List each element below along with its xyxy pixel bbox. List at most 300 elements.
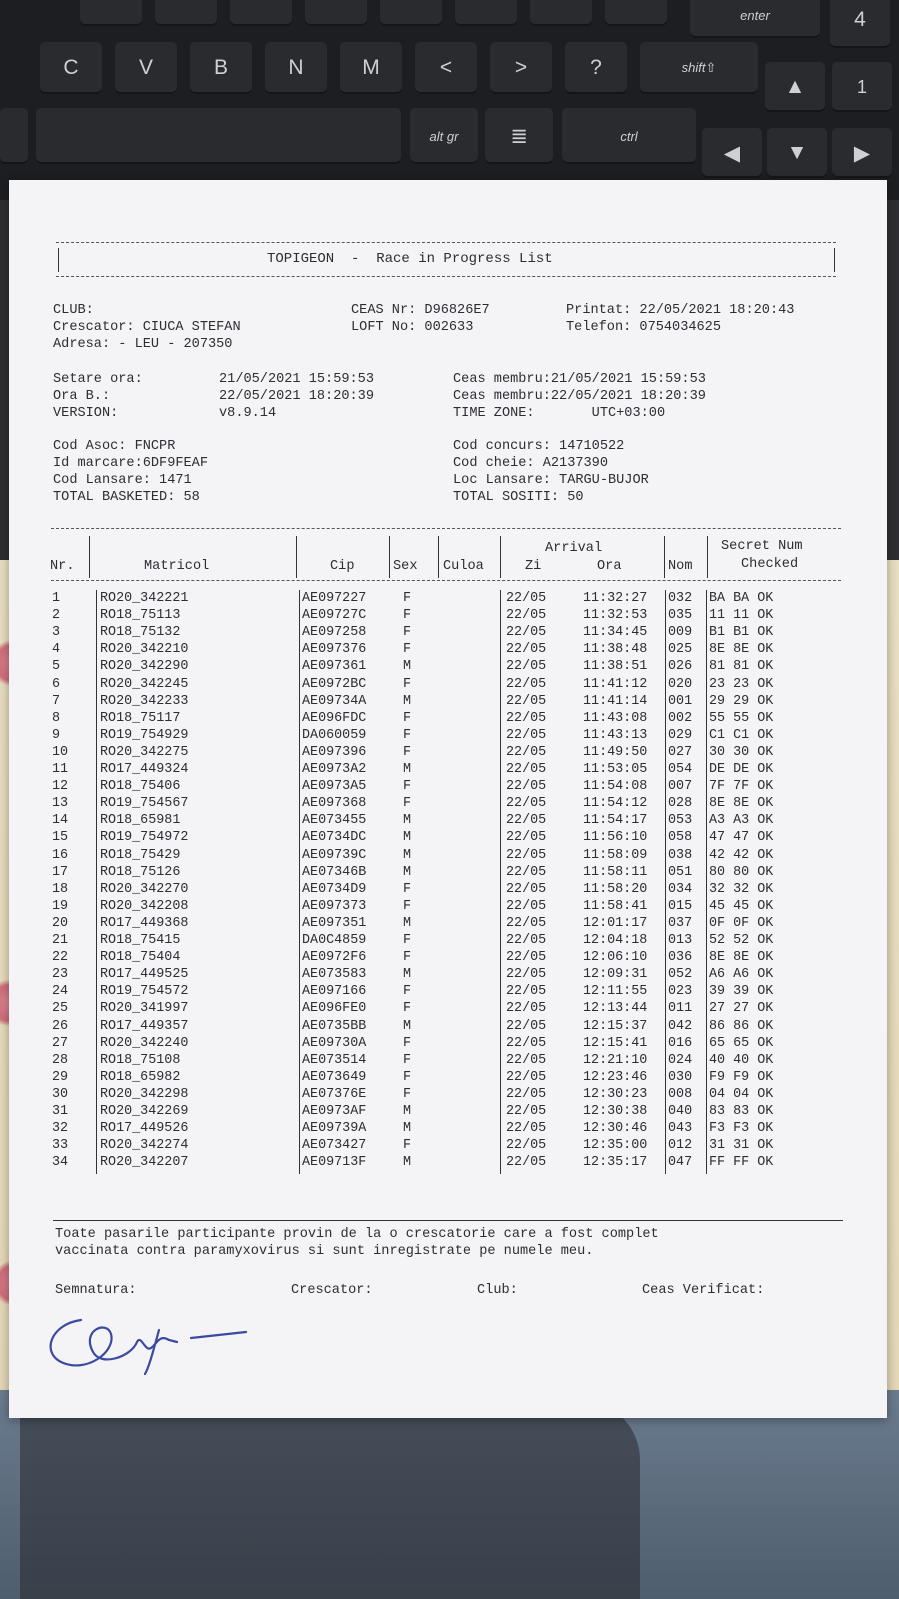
row-nr: 7 <box>52 693 61 709</box>
row-secret-checked: FF FF OK <box>709 1155 774 1171</box>
row-cip: AE073649 <box>302 1069 367 1085</box>
row-cip: AE09739C <box>302 847 367 863</box>
table-row <box>9 1137 887 1154</box>
printat: Printat: 22/05/2021 18:20:43 <box>566 303 795 318</box>
row-nom: 028 <box>668 796 693 812</box>
row-secret-checked: 86 86 OK <box>709 1018 774 1034</box>
ora-b-label: Ora B.: <box>53 389 111 404</box>
key-c: C <box>40 42 102 94</box>
row-secret-checked: F9 F9 OK <box>709 1069 774 1085</box>
row-nr: 31 <box>52 1104 69 1119</box>
key-shift: shift⇧ <box>640 42 758 94</box>
table-row <box>9 658 887 675</box>
row-sex: F <box>403 710 412 726</box>
ceas-verificat-label: Ceas Verificat: <box>642 1283 765 1298</box>
row-cip: DA060059 <box>302 727 367 743</box>
row-cip: AE07376E <box>302 1086 367 1102</box>
row-nom: 007 <box>668 779 693 795</box>
column-divider <box>707 536 708 578</box>
row-ora: 12:30:38 <box>583 1104 648 1119</box>
row-sex: F <box>403 1035 412 1051</box>
arrow-up-key: ▲ <box>765 62 825 112</box>
row-secret-checked: 52 52 OK <box>709 933 774 948</box>
row-sex: M <box>403 1018 412 1034</box>
row-zi: 22/05 <box>506 830 547 846</box>
club-label: CLUB: <box>53 303 94 318</box>
row-matricol: RO20_342210 <box>100 642 189 658</box>
row-nom: 001 <box>668 693 693 709</box>
row-secret-checked: B1 B1 OK <box>709 625 774 641</box>
crescator-info: Crescator: CIUCA STEFAN <box>53 320 241 335</box>
arrow-down-key: ▼ <box>767 128 827 178</box>
table-row <box>9 1069 887 1086</box>
row-cip: AE096FDC <box>302 710 367 726</box>
table-row <box>9 1120 887 1137</box>
table-row <box>9 744 887 761</box>
row-sex: F <box>403 950 412 966</box>
row-nom: 029 <box>668 727 693 743</box>
row-ora: 12:11:55 <box>583 984 648 1000</box>
row-secret-checked: C1 C1 OK <box>709 727 774 743</box>
row-nom: 058 <box>668 830 693 846</box>
loc-lansare: Loc Lansare: TARGU-BUJOR <box>453 473 649 488</box>
key-enter: enter <box>690 0 820 38</box>
row-secret-checked: A6 A6 OK <box>709 967 774 983</box>
row-nr: 16 <box>52 847 69 863</box>
table-row <box>9 915 887 932</box>
cod-lansare: Cod Lansare: 1471 <box>53 473 192 488</box>
row-matricol: RO20_342233 <box>100 693 189 709</box>
row-cip: AE0973AF <box>302 1104 367 1119</box>
row-nom: 047 <box>668 1155 693 1171</box>
row-secret-checked: BA BA OK <box>709 591 774 606</box>
row-matricol: RO18_75406 <box>100 779 181 795</box>
row-sex: M <box>403 1155 412 1171</box>
row-sex: F <box>403 1052 412 1068</box>
title-rule-top <box>56 242 836 243</box>
row-cip: AE073455 <box>302 813 367 829</box>
row-cip: AE097396 <box>302 744 367 760</box>
row-nr: 26 <box>52 1018 69 1034</box>
row-nr: 9 <box>52 727 61 743</box>
row-nom: 025 <box>668 642 693 658</box>
key-slash: ? <box>565 42 627 94</box>
row-cip: AE07346B <box>302 864 367 880</box>
title-rule-bottom <box>56 276 836 277</box>
row-sex: M <box>403 659 412 675</box>
row-secret-checked: DE DE OK <box>709 762 774 777</box>
row-cip: AE09730A <box>302 1035 367 1051</box>
row-sex: F <box>403 984 412 1000</box>
table-row <box>9 607 887 624</box>
key-top-6 <box>455 0 517 26</box>
row-ora: 11:58:11 <box>583 864 648 880</box>
row-ora: 12:21:10 <box>583 1052 648 1068</box>
row-secret-checked: 27 27 OK <box>709 1001 774 1017</box>
row-matricol: RO20_342240 <box>100 1035 189 1051</box>
row-matricol: RO20_342290 <box>100 659 189 675</box>
menu-key-icon: ≣ <box>485 108 553 164</box>
row-matricol: RO20_342207 <box>100 1155 189 1171</box>
row-ora: 11:49:50 <box>583 744 648 760</box>
table-row <box>9 881 887 898</box>
row-matricol: RO18_75429 <box>100 847 181 863</box>
row-cip: AE073514 <box>302 1052 367 1068</box>
row-nom: 051 <box>668 864 693 880</box>
row-zi: 22/05 <box>506 676 547 692</box>
row-nr: 25 <box>52 1001 69 1017</box>
row-cip: AE0973A2 <box>302 762 367 777</box>
table-row <box>9 693 887 710</box>
row-nr: 22 <box>52 950 69 966</box>
row-nom: 040 <box>668 1104 693 1119</box>
row-secret-checked: 55 55 OK <box>709 710 774 726</box>
telefon: Telefon: 0754034625 <box>566 320 721 335</box>
adresa-info: Adresa: - LEU - 207350 <box>53 337 233 352</box>
table-row <box>9 847 887 864</box>
col-header-arrival: Arrival <box>545 541 603 556</box>
row-nom: 036 <box>668 950 693 966</box>
row-zi: 22/05 <box>506 642 547 658</box>
row-secret-checked: 83 83 OK <box>709 1104 774 1119</box>
col-header-zi: Zi <box>525 559 542 574</box>
row-matricol: RO17_449526 <box>100 1121 189 1137</box>
table-row <box>9 710 887 727</box>
key-left-edge <box>0 108 28 164</box>
row-cip: AE0973A5 <box>302 779 367 795</box>
row-zi: 22/05 <box>506 967 547 983</box>
row-nr: 13 <box>52 796 69 812</box>
row-matricol: RO19_754972 <box>100 830 189 846</box>
laptop-keyboard <box>0 0 899 200</box>
row-ora: 11:54:08 <box>583 779 648 795</box>
key-top-2 <box>155 0 217 26</box>
row-zi: 22/05 <box>506 1001 547 1017</box>
row-ora: 12:13:44 <box>583 1001 648 1017</box>
crescator-sign-label: Crescator: <box>291 1283 373 1298</box>
ceas-membru-2: Ceas membru:22/05/2021 18:20:39 <box>453 389 706 404</box>
key-period: > <box>490 42 552 94</box>
row-secret-checked: 42 42 OK <box>709 847 774 863</box>
row-ora: 12:30:46 <box>583 1121 648 1137</box>
row-ora: 12:15:41 <box>583 1035 648 1051</box>
row-nr: 17 <box>52 864 69 880</box>
table-row <box>9 829 887 846</box>
row-zi: 22/05 <box>506 984 547 1000</box>
column-divider <box>296 536 297 578</box>
ceas-nr: CEAS Nr: D96826E7 <box>351 303 490 318</box>
row-secret-checked: 65 65 OK <box>709 1035 774 1051</box>
ceas-membru-1: Ceas membru:21/05/2021 15:59:53 <box>453 372 706 387</box>
row-nom: 026 <box>668 659 693 675</box>
row-nr: 27 <box>52 1035 69 1051</box>
row-nom: 024 <box>668 1052 693 1068</box>
key-top-4 <box>305 0 367 26</box>
row-secret-checked: 29 29 OK <box>709 693 774 709</box>
row-secret-checked: 8E 8E OK <box>709 642 774 658</box>
row-cip: AE0734DC <box>302 830 367 846</box>
row-secret-checked: 80 80 OK <box>709 864 774 880</box>
row-matricol: RO18_75132 <box>100 625 181 641</box>
row-secret-checked: 81 81 OK <box>709 659 774 675</box>
col-header-cip: Cip <box>330 559 355 574</box>
col-header-matricol: Matricol <box>144 559 210 574</box>
row-ora: 11:53:05 <box>583 762 648 777</box>
row-zi: 22/05 <box>506 915 547 931</box>
row-nr: 33 <box>52 1138 69 1154</box>
footer-rule <box>53 1220 843 1221</box>
row-sex: F <box>403 1086 412 1102</box>
row-ora: 11:43:13 <box>583 727 648 743</box>
club-sign-label: Club: <box>477 1283 518 1298</box>
row-nr: 12 <box>52 779 69 795</box>
table-row <box>9 641 887 658</box>
row-nom: 030 <box>668 1069 693 1085</box>
row-nr: 24 <box>52 984 69 1000</box>
row-ora: 12:23:46 <box>583 1069 648 1085</box>
row-zi: 22/05 <box>506 710 547 726</box>
col-header-secret-num: Secret Num <box>721 539 803 554</box>
row-sex: F <box>403 796 412 812</box>
row-nom: 008 <box>668 1086 693 1102</box>
col-header-ora: Ora <box>597 559 622 574</box>
row-cip: AE073583 <box>302 967 367 983</box>
row-zi: 22/05 <box>506 847 547 863</box>
row-nr: 4 <box>52 642 61 658</box>
row-sex: M <box>403 847 412 863</box>
key-top-1 <box>80 0 142 26</box>
row-zi: 22/05 <box>506 1104 547 1119</box>
row-secret-checked: 8E 8E OK <box>709 796 774 812</box>
row-nr: 1 <box>52 591 61 606</box>
setare-ora-label: Setare ora: <box>53 372 143 387</box>
row-ora: 12:06:10 <box>583 950 648 966</box>
footer-declaration-line-1: Toate pasarile participante provin de la o crescatorie care a fost complet <box>55 1227 659 1242</box>
row-cip: AE0972BC <box>302 676 367 692</box>
row-matricol: RO17_449357 <box>100 1018 189 1034</box>
row-secret-checked: 0F 0F OK <box>709 915 774 931</box>
arrow-left-key: ◀ <box>702 128 762 178</box>
row-matricol: RO18_65981 <box>100 813 181 829</box>
table-row <box>9 1103 887 1120</box>
row-ora: 12:35:00 <box>583 1138 648 1154</box>
row-nr: 28 <box>52 1052 69 1068</box>
row-zi: 22/05 <box>506 813 547 829</box>
title-border-right <box>834 248 835 272</box>
row-sex: F <box>403 744 412 760</box>
row-ora: 11:41:14 <box>583 693 648 709</box>
col-header-culoa: Culoa <box>443 559 484 574</box>
row-cip: AE073427 <box>302 1138 367 1154</box>
col-header-sex: Sex <box>393 559 418 574</box>
row-ora: 11:58:41 <box>583 898 648 914</box>
row-cip: AE09739A <box>302 1121 367 1137</box>
handwritten-signature <box>41 1312 251 1382</box>
row-secret-checked: F3 F3 OK <box>709 1121 774 1137</box>
key-top-7 <box>530 0 592 26</box>
row-zi: 22/05 <box>506 898 547 914</box>
version-value: v8.9.14 <box>219 406 277 421</box>
row-ora: 12:01:17 <box>583 915 648 931</box>
row-secret-checked: 04 04 OK <box>709 1086 774 1102</box>
row-secret-checked: 30 30 OK <box>709 744 774 760</box>
row-cip: AE09734A <box>302 693 367 709</box>
row-matricol: RO20_342274 <box>100 1138 189 1154</box>
printed-report <box>9 180 887 1418</box>
cod-asoc: Cod Asoc: FNCPR <box>53 439 176 454</box>
row-ora: 11:32:27 <box>583 591 648 606</box>
table-row <box>9 676 887 693</box>
row-nom: 053 <box>668 813 693 829</box>
row-matricol: RO19_754572 <box>100 984 189 1000</box>
table-row <box>9 590 887 607</box>
row-zi: 22/05 <box>506 659 547 675</box>
key-top-3 <box>230 0 292 26</box>
row-matricol: RO18_75108 <box>100 1052 181 1068</box>
row-matricol: RO20_342208 <box>100 898 189 914</box>
row-zi: 22/05 <box>506 864 547 880</box>
col-header-checked: Checked <box>741 557 799 572</box>
row-nom: 032 <box>668 591 693 606</box>
row-cip: AE0735BB <box>302 1018 367 1034</box>
row-nr: 21 <box>52 933 69 948</box>
row-matricol: RO17_449368 <box>100 915 189 931</box>
key-b: B <box>190 42 252 94</box>
row-secret-checked: 8E 8E OK <box>709 950 774 966</box>
row-sex: F <box>403 898 412 914</box>
key-ctrl: ctrl <box>562 108 696 164</box>
row-nom: 034 <box>668 881 693 897</box>
col-header-nom: Nom <box>668 559 693 574</box>
row-matricol: RO18_75404 <box>100 950 181 966</box>
row-zi: 22/05 <box>506 1018 547 1034</box>
table-row <box>9 727 887 744</box>
row-sex: M <box>403 967 412 983</box>
row-sex: F <box>403 1069 412 1085</box>
table-row <box>9 949 887 966</box>
column-divider <box>89 536 90 578</box>
row-ora: 12:15:37 <box>583 1018 648 1034</box>
row-nr: 2 <box>52 608 61 624</box>
row-cip: AE0972F6 <box>302 950 367 966</box>
row-nr: 30 <box>52 1086 69 1102</box>
row-matricol: RO20_342245 <box>100 676 189 692</box>
row-nr: 23 <box>52 967 69 983</box>
table-row <box>9 624 887 641</box>
row-nr: 5 <box>52 659 61 675</box>
row-zi: 22/05 <box>506 762 547 777</box>
row-nom: 015 <box>668 898 693 914</box>
row-zi: 22/05 <box>506 1138 547 1154</box>
total-basketed: TOTAL BASKETED: 58 <box>53 490 200 505</box>
row-cip: AE097376 <box>302 642 367 658</box>
row-nom: 023 <box>668 984 693 1000</box>
row-nom: 002 <box>668 710 693 726</box>
row-nom: 043 <box>668 1121 693 1137</box>
row-ora: 11:56:10 <box>583 830 648 846</box>
row-sex: F <box>403 881 412 897</box>
row-nr: 8 <box>52 710 61 726</box>
row-cip: AE097351 <box>302 915 367 931</box>
row-secret-checked: 47 47 OK <box>709 830 774 846</box>
row-sex: F <box>403 642 412 658</box>
row-cip: AE097373 <box>302 898 367 914</box>
row-nr: 18 <box>52 881 69 897</box>
row-nr: 3 <box>52 625 61 641</box>
total-sositi: TOTAL SOSITI: 50 <box>453 490 584 505</box>
row-cip: AE097258 <box>302 625 367 641</box>
row-zi: 22/05 <box>506 625 547 641</box>
key-alt-gr: alt gr <box>410 108 478 164</box>
row-zi: 22/05 <box>506 1121 547 1137</box>
arrow-right-key: ▶ <box>832 128 892 178</box>
row-cip: AE097368 <box>302 796 367 812</box>
table-row <box>9 932 887 949</box>
key-v: V <box>115 42 177 94</box>
row-matricol: RO18_75126 <box>100 864 181 880</box>
row-nom: 037 <box>668 915 693 931</box>
row-nom: 054 <box>668 762 693 777</box>
row-nr: 19 <box>52 898 69 914</box>
row-matricol: RO19_754929 <box>100 727 189 743</box>
footer-declaration-line-2: vaccinata contra paramyxovirus si sunt inregistrate pe numele meu. <box>55 1244 594 1259</box>
row-cip: AE097227 <box>302 591 367 606</box>
table-row <box>9 1052 887 1069</box>
row-matricol: RO20_342270 <box>100 881 189 897</box>
row-nr: 29 <box>52 1069 69 1085</box>
row-zi: 22/05 <box>506 608 547 624</box>
time-zone: TIME ZONE: UTC+03:00 <box>453 406 666 421</box>
row-sex: F <box>403 625 412 641</box>
row-ora: 11:34:45 <box>583 625 648 641</box>
row-matricol: RO17_449525 <box>100 967 189 983</box>
row-secret-checked: 11 11 OK <box>709 608 774 624</box>
row-nr: 34 <box>52 1155 69 1171</box>
row-sex: M <box>403 762 412 777</box>
key-comma: < <box>415 42 477 94</box>
row-cip: AE096FE0 <box>302 1001 367 1017</box>
row-nom: 027 <box>668 744 693 760</box>
row-nr: 11 <box>52 762 69 777</box>
table-row <box>9 966 887 983</box>
cod-cheie: Cod cheie: A2137390 <box>453 456 608 471</box>
row-secret-checked: 32 32 OK <box>709 881 774 897</box>
column-divider <box>438 536 439 578</box>
row-ora: 11:58:20 <box>583 881 648 897</box>
row-nom: 016 <box>668 1035 693 1051</box>
col-header-nr: Nr. <box>50 559 75 574</box>
row-nom: 013 <box>668 933 693 948</box>
row-nom: 052 <box>668 967 693 983</box>
row-nr: 10 <box>52 744 69 760</box>
row-nom: 042 <box>668 1018 693 1034</box>
row-sex: M <box>403 1121 412 1137</box>
row-secret-checked: A3 A3 OK <box>709 813 774 829</box>
row-secret-checked: 23 23 OK <box>709 676 774 692</box>
row-matricol: RO20_342275 <box>100 744 189 760</box>
row-zi: 22/05 <box>506 1069 547 1085</box>
semnatura-label: Semnatura: <box>55 1283 137 1298</box>
row-nr: 15 <box>52 830 69 846</box>
row-matricol: RO19_754567 <box>100 796 189 812</box>
row-zi: 22/05 <box>506 591 547 606</box>
table-row <box>9 898 887 915</box>
row-nr: 32 <box>52 1121 69 1137</box>
table-row <box>9 795 887 812</box>
row-cip: AE09713F <box>302 1155 367 1171</box>
row-ora: 11:32:53 <box>583 608 648 624</box>
table-row <box>9 1018 887 1035</box>
